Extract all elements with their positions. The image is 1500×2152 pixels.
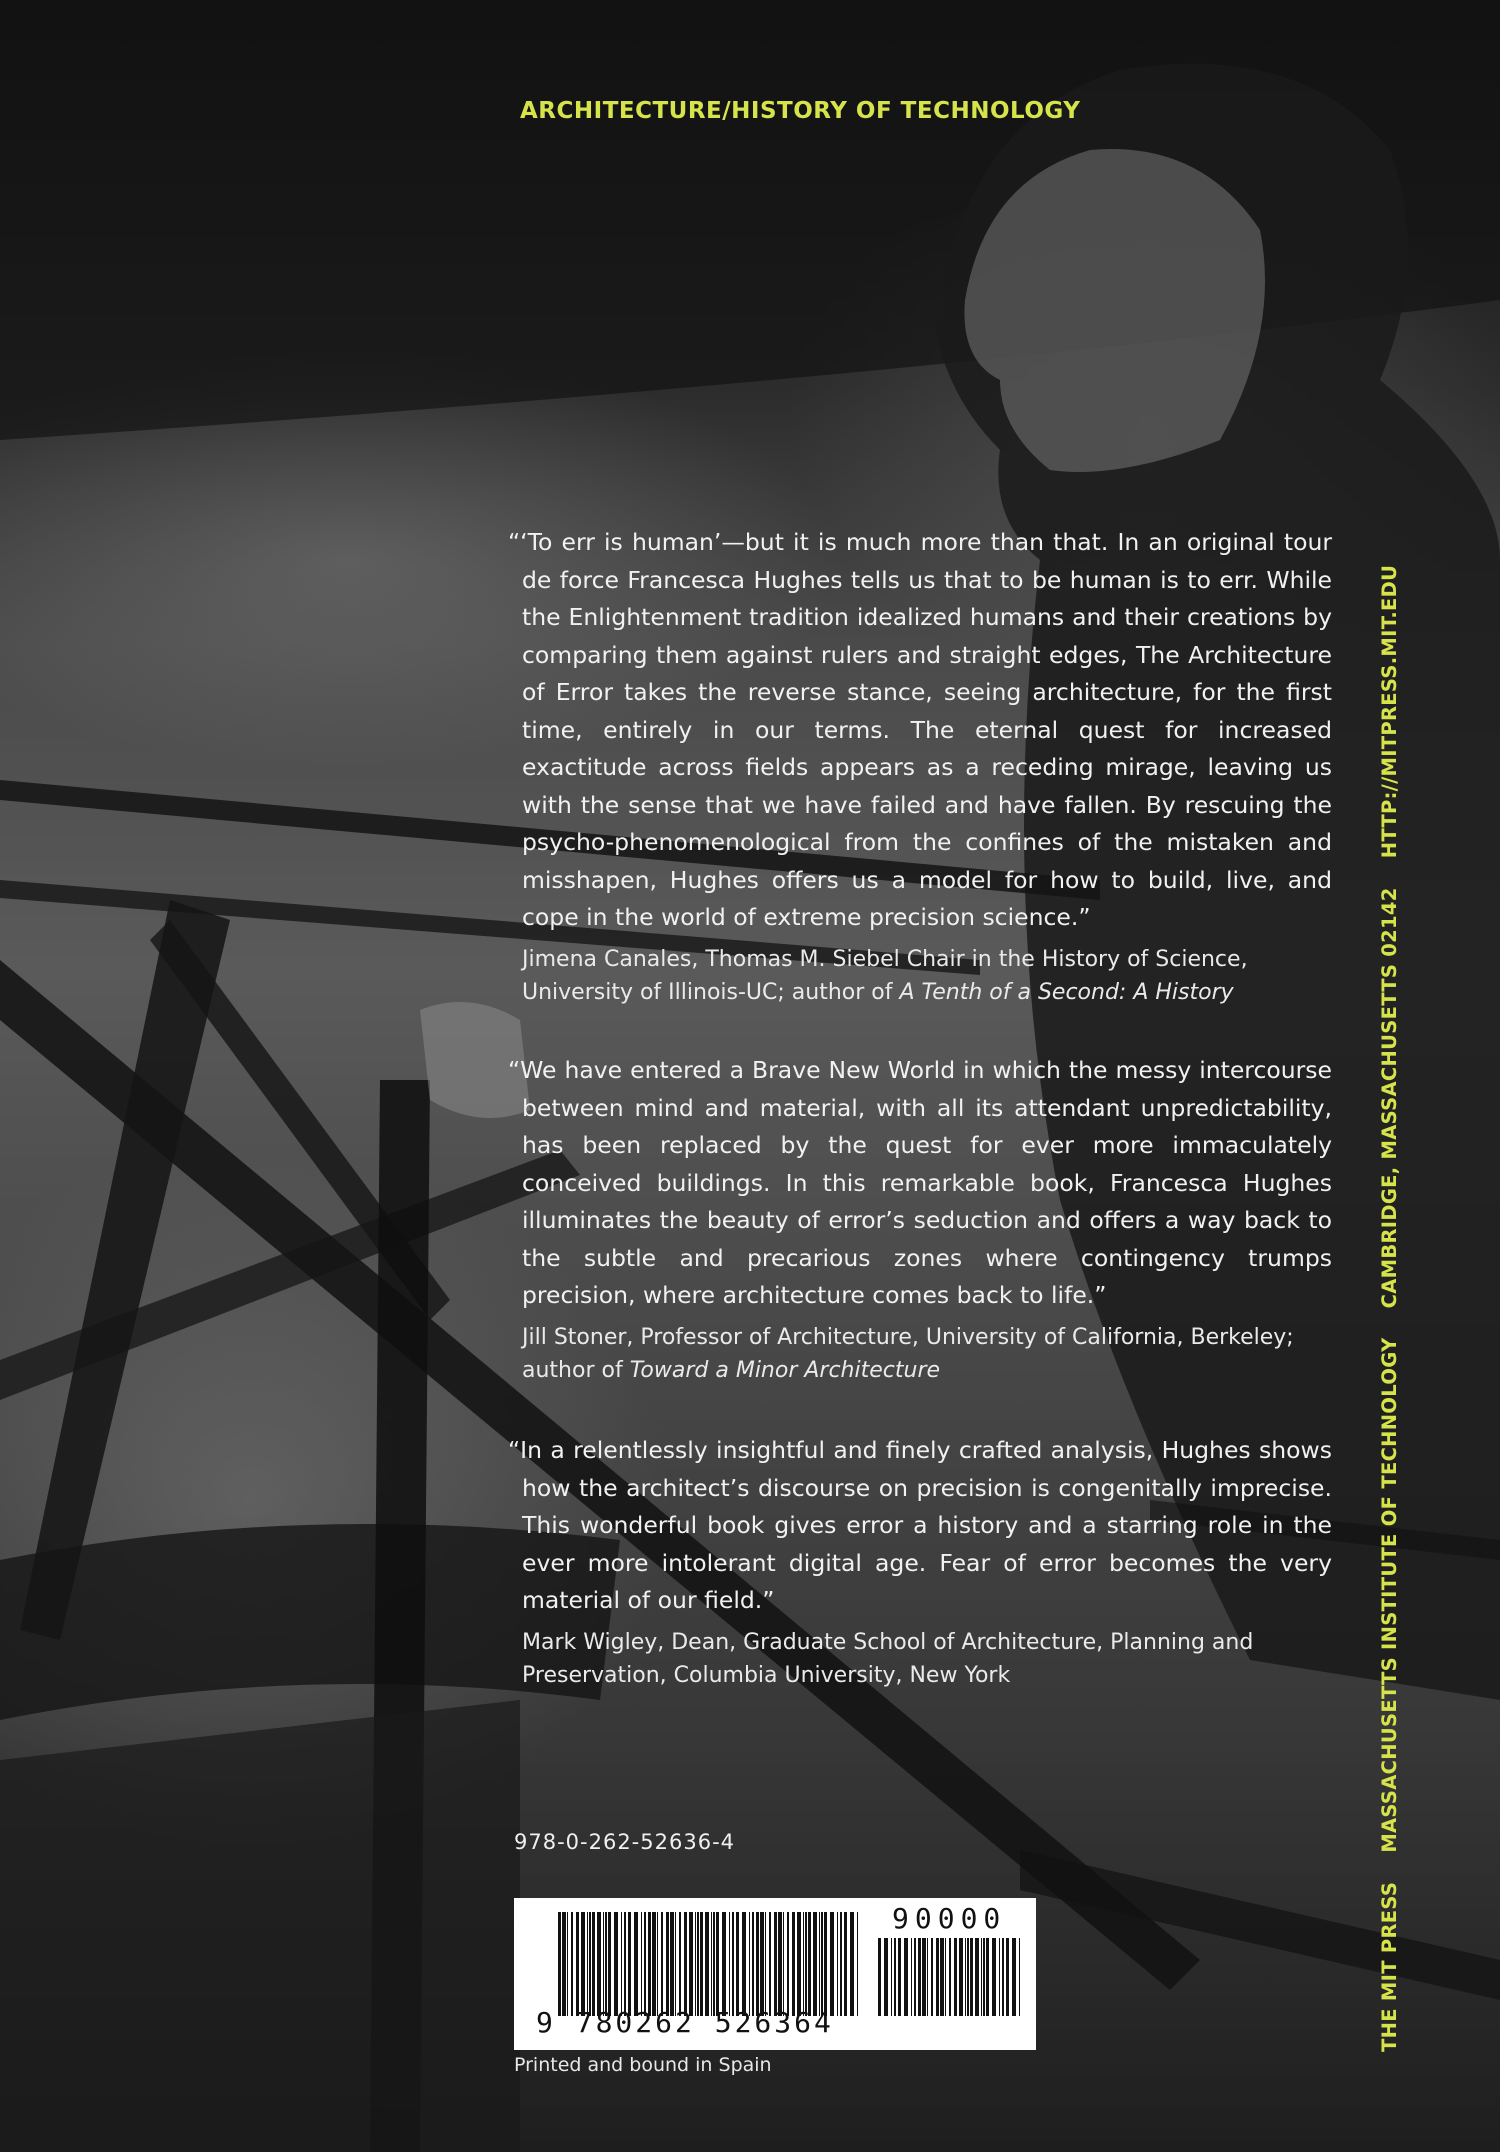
barcode-bar xyxy=(608,1912,611,2016)
barcode-bar xyxy=(981,1938,982,2016)
barcode-bar xyxy=(778,1912,782,2016)
barcode-bar xyxy=(652,1912,656,2016)
barcode-bar xyxy=(783,1912,784,2016)
barcode-bar xyxy=(644,1912,646,2016)
barcode-bar xyxy=(927,1938,928,2016)
barcode-bar xyxy=(657,1912,658,2016)
barcode-bar xyxy=(684,1912,687,2016)
isbn-number: 978-0-262-52636-4 xyxy=(514,1830,736,1854)
barcode-bar xyxy=(808,1912,811,2016)
barcode-bar xyxy=(713,1912,715,2016)
category-label: ARCHITECTURE/HISTORY OF TECHNOLOGY xyxy=(520,98,1081,124)
barcode-bar xyxy=(819,1912,820,2016)
barcode-bar xyxy=(587,1912,588,2016)
publisher-address: CAMBRIDGE, MASSACHUSETTS 02142 xyxy=(1378,887,1401,1309)
barcode-bar xyxy=(679,1912,681,2016)
barcode-bar xyxy=(695,1912,696,2016)
barcode-bar xyxy=(813,1912,817,2016)
barcode xyxy=(514,1898,1036,2050)
barcode-bar xyxy=(904,1938,908,2016)
barcode-bar xyxy=(975,1938,979,2016)
barcode-bar xyxy=(940,1938,944,2016)
barcode-bar xyxy=(918,1938,921,2016)
attribution-book-title: A Tenth of a Second: A History xyxy=(899,979,1234,1005)
barcode-bar xyxy=(821,1912,823,2016)
ean-barcode-bars xyxy=(556,1912,864,2016)
barcode-bar xyxy=(605,1912,607,2016)
barcode-bar xyxy=(700,1912,703,2016)
barcode-bar xyxy=(634,1912,638,2016)
barcode-bar xyxy=(949,1938,951,2016)
barcode-bar xyxy=(675,1912,676,2016)
barcode-bar xyxy=(666,1912,669,2016)
quote-attribution xyxy=(522,1321,1332,1387)
barcode-bar xyxy=(742,1912,746,2016)
barcode-bar xyxy=(624,1912,626,2016)
barcode-bar xyxy=(576,1912,579,2016)
barcode-bar xyxy=(614,1912,618,2016)
barcode-bar xyxy=(1006,1938,1009,2016)
attribution-text: Jill Stoner, Professor of Architecture, University of California, Berkeley; author of xyxy=(522,1324,1294,1383)
barcode-bar xyxy=(931,1938,933,2016)
barcode-bar xyxy=(732,1912,734,2016)
barcode-bar xyxy=(558,1912,561,2016)
barcode-bar xyxy=(760,1912,764,2016)
barcode-bar xyxy=(603,1912,604,2016)
barcode-bar xyxy=(689,1912,693,2016)
barcode-bar xyxy=(850,1912,854,2016)
quote-attribution xyxy=(522,943,1332,1009)
barcode-bar xyxy=(797,1912,801,2016)
quote-text: “‘To err is human’—but it is much more than that. In an original tour de force Francesca Hughes tells us that to be human is to err. While the Enlightenment tradition idealized humans and their creations by comparing them against rulers and straight edges, The Architecture of Error takes the reverse stance, seeing architecture, for the first time, entirely in our terms. The eternal quest for increased exactitude across fields appears as a receding mirage, leaving us with the sense that we have failed and have fallen. By rescuing the psycho-phenomenological from the confines of the mistaken and misshapen, Hughes offers us a model for how to build, live, and cope in the world of extreme precision science.” xyxy=(508,528,1332,931)
barcode-bar xyxy=(999,1938,1000,2016)
barcode-bar xyxy=(898,1938,901,2016)
barcode-bar xyxy=(986,1938,989,2016)
barcode-bar xyxy=(911,1938,912,2016)
price-barcode-bars xyxy=(876,1938,1024,2016)
barcode-bar xyxy=(581,1912,585,2016)
barcode-bar xyxy=(803,1912,804,2016)
endorsement-quote-3 xyxy=(508,1432,1332,1692)
barcode-bar xyxy=(992,1938,996,2016)
barcode-bar xyxy=(970,1938,973,2016)
printed-note: Printed and bound in Spain xyxy=(514,2054,772,2076)
barcode-bar xyxy=(894,1938,896,2016)
endorsement-quote-1 xyxy=(508,524,1332,1009)
barcode-bar xyxy=(837,1912,838,2016)
quote-attribution xyxy=(522,1626,1332,1692)
publisher-institute: MASSACHUSETTS INSTITUTE OF TECHNOLOGY xyxy=(1378,1337,1401,1853)
barcode-bar xyxy=(830,1912,834,2016)
endorsement-quote-2 xyxy=(508,1052,1332,1387)
barcode-bar xyxy=(774,1912,777,2016)
barcode-bar xyxy=(983,1938,985,2016)
barcode-bar xyxy=(716,1912,719,2016)
barcode-bar xyxy=(722,1912,726,2016)
barcode-bar xyxy=(1002,1938,1004,2016)
barcode-bar xyxy=(769,1912,771,2016)
attribution-text: Mark Wigley, Dean, Graduate School of Architecture, Planning and Preservation, Columbia University, New York xyxy=(522,1629,1254,1688)
barcode-bar xyxy=(661,1912,663,2016)
barcode-bar xyxy=(589,1912,591,2016)
barcode-bar xyxy=(787,1912,789,2016)
barcode-bar xyxy=(729,1912,730,2016)
barcode-bar xyxy=(592,1912,595,2016)
attribution-text: Jimena Canales, Thomas M. Siebel Chair in the History of Science, University of Illinois-UC; author of xyxy=(522,946,1248,1005)
quote-text: “In a relentlessly insightful and finely crafted analysis, Hughes shows how the architect’s discourse on precision is congenitally imprecise. This wonderful book gives error a history and a starring role in the ever more intolerant digital age. Fear of error becomes the very material of our field.” xyxy=(508,1436,1332,1614)
barcode-bar xyxy=(945,1938,946,2016)
barcode-bar xyxy=(922,1938,926,2016)
barcode-bar xyxy=(670,1912,674,2016)
barcode-bar xyxy=(1012,1938,1016,2016)
barcode-bar xyxy=(967,1938,969,2016)
barcode-digits: 9 780262 526364 xyxy=(536,2006,834,2039)
barcode-bar xyxy=(562,1912,566,2016)
barcode-bar xyxy=(711,1912,712,2016)
barcode-bar xyxy=(824,1912,827,2016)
barcode-bar xyxy=(936,1938,939,2016)
barcode-bar xyxy=(959,1938,963,2016)
barcode-bar xyxy=(736,1912,739,2016)
barcode-bar xyxy=(648,1912,651,2016)
barcode-bar xyxy=(597,1912,601,2016)
price-code-digits: 90000 xyxy=(892,1902,1007,1935)
barcode-bar xyxy=(840,1912,842,2016)
publisher-imprint xyxy=(1378,543,1401,2052)
barcode-bar xyxy=(878,1938,881,2016)
publisher-name: THE MIT PRESS xyxy=(1378,1881,1401,2052)
quote-text: “We have entered a Brave New World in which the messy intercourse between mind and material, with all its attendant unpredictability, has been replaced by the quest for ever more immaculately conceived buildings. In this remarkable book, Francesca Hughes illuminates the beauty of error’s seduction and offers a way back to the subtle and precarious zones where contingency trumps precision, where architecture comes back to life.” xyxy=(508,1056,1332,1309)
barcode-bar xyxy=(749,1912,750,2016)
barcode-bar xyxy=(857,1912,858,2016)
barcode-bar xyxy=(567,1912,568,2016)
barcode-bar xyxy=(641,1912,642,2016)
barcode-bar xyxy=(884,1938,888,2016)
barcode-bar xyxy=(752,1912,754,2016)
barcode-bar xyxy=(914,1938,916,2016)
barcode-bar xyxy=(891,1938,892,2016)
barcode-bar xyxy=(756,1912,759,2016)
barcode-bar xyxy=(628,1912,631,2016)
barcode-bar xyxy=(621,1912,622,2016)
barcode-bar xyxy=(1019,1938,1020,2016)
attribution-book-title: Toward a Minor Architecture xyxy=(629,1357,941,1383)
barcode-bar xyxy=(792,1912,795,2016)
barcode-bar xyxy=(954,1938,957,2016)
barcode-bar xyxy=(765,1912,766,2016)
barcode-bar xyxy=(844,1912,847,2016)
barcode-bar xyxy=(965,1938,966,2016)
barcode-bar xyxy=(705,1912,709,2016)
publisher-url: HTTP://MITPRESS.MIT.EDU xyxy=(1378,564,1401,859)
barcode-bar xyxy=(697,1912,699,2016)
barcode-bar xyxy=(805,1912,807,2016)
barcode-bar xyxy=(571,1912,573,2016)
